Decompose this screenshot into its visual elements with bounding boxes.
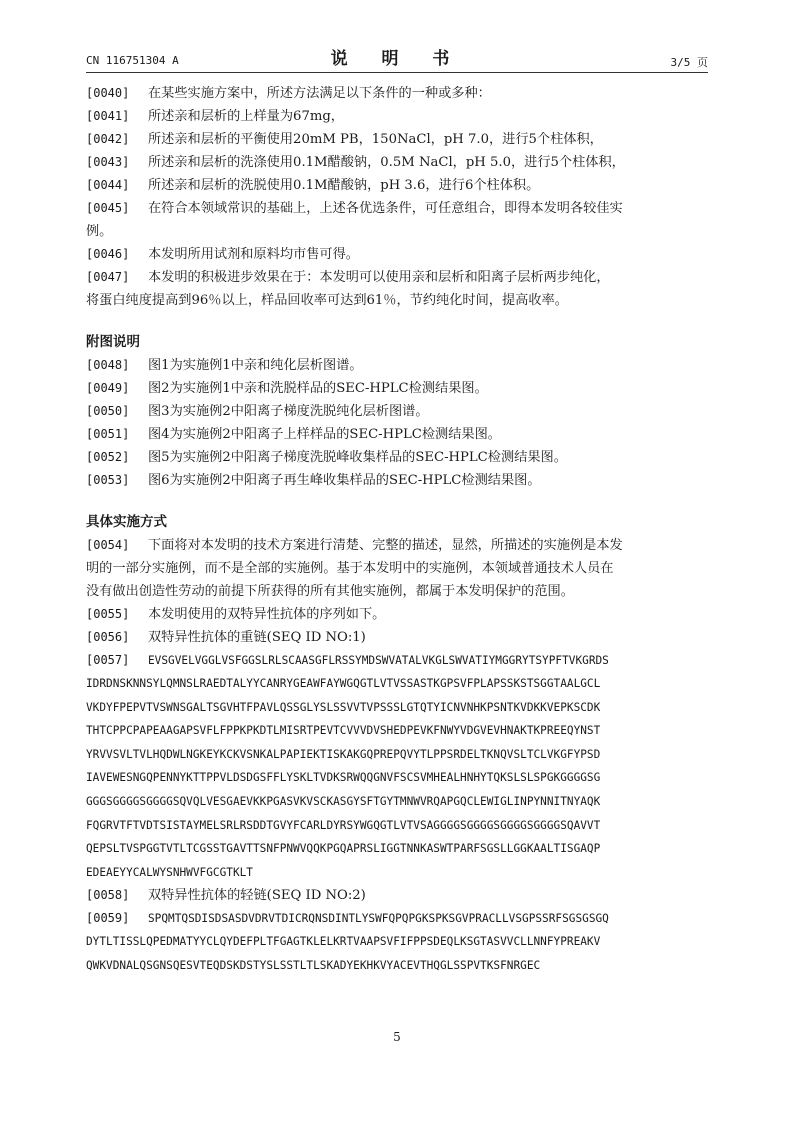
heavy-chain-sequence-line: VKDYFPEPVTVSWNSGALTSGVHTFPAVLQSSGLYSLSSVVTVPSSSLGTQTYICNVNHKPSNTKVDKKVEPKSCDK [86,700,601,714]
paragraph-number: [0051] [86,427,130,441]
paragraph-number: [0059] [86,911,130,926]
paragraph-text-line: 明的一部分实施例，而不是全部的实施例。基于本发明中的实施例，本领域普通技术人员在 [86,561,614,576]
paragraph [86,174,708,197]
paragraph-number: [0055] [86,607,130,621]
paragraph-text: 所述亲和层析的上样量为67mg， [148,109,344,124]
paragraph-number: [0049] [86,381,130,395]
light-chain-sequence-line: SPQMTQSDISDSASDVDRVTDICRQNSDINTLYSWFQPQPGKSPKSGVPRACLLVSGPSSRFSGSGSGQ [148,912,609,926]
paragraph-text: 本发明所用试剂和原料均市售可得。 [148,247,359,262]
figure-description [86,446,708,469]
paragraph-number: [0045] [86,201,130,215]
heavy-chain-sequence-line: QEPSLTVSPGGTVTLTCGSSTGAVTTSNFPNWVQQKPGQAPRSLIGGTNNKASWTPARFSGSLLGGKAALTISGAQP [86,842,601,856]
paragraph-0057 [86,649,708,672]
paragraph-text: 图5为实施例2中阳离子梯度洗脱峰收集样品的SEC-HPLC检测结果图。 [148,450,567,465]
heavy-chain-sequence-line: IAVEWESNGQPENNYKTTPPVLDSDGSFFLYSKLTVDKSRWQQGNVFSCSVMHEALHNHYTQKSLSLSPGKGGGGSG [86,771,601,785]
paragraph-number: [0041] [86,109,130,123]
paragraph-text: 图4为实施例2中阳离子上样样品的SEC-HPLC检测结果图。 [148,427,501,442]
paragraph-text: 图2为实施例1中亲和洗脱样品的SEC-HPLC检测结果图。 [148,381,488,396]
paragraph-text-line: 将蛋白纯度提高到96％以上，样品回收率可达到61％，节约纯化时间，提高收率。 [86,293,568,308]
figure-description [86,400,708,423]
paragraph-text: 所述亲和层析的洗涤使用0.1M醋酸钠，0.5M NaCl，pH 5.0，进行5个柱体积， [148,155,625,170]
paragraph-group-conditions [86,82,708,197]
heavy-chain-sequence-line: FQGRVTFTVDTSISTAYMELSRLRSDDTGVYFCARLDYRSYWGQGTLVTVSAGGGGSGGGGSGGGGSGGGGSQAVVT [86,818,601,832]
paragraph-number: [0042] [86,132,130,146]
paragraph-number: [0043] [86,155,130,169]
heavy-chain-sequence-line: THTCPPCPAPEAAGAPSVFLFPPKPKDTLMISRTPEVTCVVVDVSHEDPEVKFNWYVDGVEVHNAKTKPREEQYNST [86,724,601,738]
paragraph-text-line: 没有做出创造性劳动的前提下所获得的所有其他实施例，都属于本发明保护的范围。 [86,584,574,599]
paragraph-0054 [86,534,708,557]
paragraph [86,128,708,151]
heavy-chain-sequence-line: IDRDNSKNNSYLQMNSLRAEDTALYYCANRYGEAWFAYWGQGTLVTVSSASTKGPSVFPLAPSSKSTSGGTAALGCL [86,677,601,690]
paragraph-0056 [86,626,708,649]
paragraph-number: [0058] [86,888,130,903]
paragraph-number: [0047] [86,270,130,284]
paragraph-number: [0054] [86,538,130,552]
paragraph-0054-continuation [86,580,708,603]
light-chain-sequence-line: DYTLTISSLQPEDMATYYCLQYDEFPLTFGAGTKLELKRTVAAPSVFIFPPSDEQLKSGTASVVCLLNNFYPREAKV [86,935,601,949]
page-indicator: 3/5 页 [670,56,708,69]
paragraph-number: [0057] [86,653,130,667]
paragraph-number: [0053] [86,473,130,487]
figure-description [86,423,708,446]
paragraph [86,82,708,105]
light-chain-sequence-line: QWKVDNALQSGNSQESVTEQDSKDSTYSLSSTLTLSKADYEKHKVYACEVTHQGLSSPVTKSFNRGEC [86,958,541,972]
paragraph-text-line: 例。 [86,224,113,239]
paragraph-text-line: 下面将对本发明的技术方案进行清楚、完整的描述，显然，所描述的实施例是本发 [148,538,623,553]
paragraph-0045-continuation [86,220,708,243]
patent-number: CN 116751304 A [86,54,179,67]
document-title: 说 明 书 [330,49,464,69]
heavy-chain-sequence-line: YRVVSVLTVLHQDWLNGKEYKCKVSNKALPAPIEKTISKAKGQPREPQVYTLPPSRDELTKNQVSLTCLVKGFYPSD [86,747,601,761]
paragraph-0045 [86,197,708,220]
paragraph-0055 [86,603,708,626]
paragraph-0054-continuation [86,557,708,580]
paragraph-number: [0040] [86,86,130,100]
paragraph-number: [0056] [86,630,130,644]
figure-description [86,354,708,377]
heavy-chain-sequence-line: EDEAEYYCALWYSNHWVFGCGTKLT [86,865,253,879]
paragraph-text: 图1为实施例1中亲和纯化层析图谱。 [148,358,363,373]
paragraph-text: 图3为实施例2中阳离子梯度洗脱纯化层析图谱。 [148,404,429,419]
paragraph-text: 在某些实施方案中，所述方法满足以下条件的一种或多种： [148,86,491,101]
paragraph-text-line: 在符合本领域常识的基础上，上述各优选条件，可任意组合，即得本发明各较佳实 [148,201,623,216]
document-body [86,82,708,978]
figure-description [86,469,708,492]
page-header [86,44,708,73]
paragraph-text: 所述亲和层析的平衡使用20mM PB，150NaCl，pH 7.0，进行5个柱体积， [148,132,603,147]
paragraph-0047-continuation [86,289,708,312]
page-number-footer: 5 [393,1030,401,1044]
paragraph-0047 [86,266,708,289]
paragraph-number: [0050] [86,404,130,418]
paragraph-text: 本发明使用的双特异性抗体的序列如下。 [148,607,386,622]
paragraph-number: [0046] [86,247,130,261]
heavy-chain-sequence-line: EVSGVELVGGLVSFGGSLRLSCAASGFLRSSYMDSWVATALVKGLSWVATIYMGGRYTSYPFTVKGRDS [148,654,609,667]
paragraph-0059 [86,907,708,930]
paragraph-text: 双特异性抗体的轻链(SEQ ID NO:2) [148,888,366,904]
paragraph-text: 双特异性抗体的重链(SEQ ID NO:1) [148,630,366,645]
paragraph [86,105,708,128]
figure-description [86,377,708,400]
paragraph-text: 所述亲和层析的洗脱使用0.1M醋酸钠，pH 3.6，进行6个柱体积。 [148,178,540,193]
figure-list [86,354,708,492]
paragraph-number: [0052] [86,450,130,464]
section-heading-embodiments: 具体实施方式 [86,514,167,530]
paragraph-number: [0048] [86,358,130,372]
paragraph-text: 图6为实施例2中阳离子再生峰收集样品的SEC-HPLC检测结果图。 [148,473,541,488]
paragraph-number: [0044] [86,178,130,192]
heavy-chain-sequence-line: GGGSGGGGSGGGGSQVQLVESGAEVKKPGASVKVSCKASGYSFTGYTMNWVRQAPGQCLEWIGLINPYNNITNYAQK [86,794,601,808]
paragraph-text-line: 本发明的积极进步效果在于：本发明可以使用亲和层析和阳离子层析两步纯化， [148,270,610,285]
section-heading-figures: 附图说明 [86,334,140,350]
paragraph-0058 [86,884,708,907]
paragraph [86,151,708,174]
paragraph-0046 [86,243,708,266]
